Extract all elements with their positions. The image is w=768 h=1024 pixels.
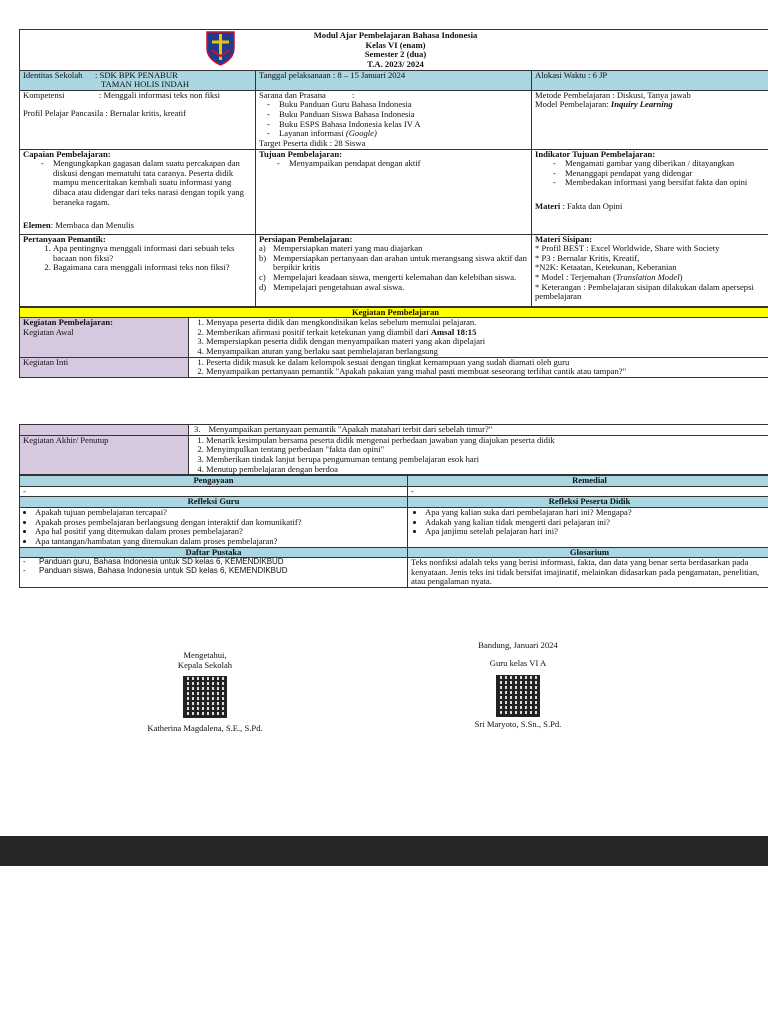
signature-right <box>440 641 596 730</box>
date-cell: Tanggal pelaksanaan : 8 – 15 Januari 2024 <box>256 70 532 90</box>
kegiatan-akhir-item: 4. Menutup pembelajaran dengan berdoa <box>206 465 768 475</box>
kegiatan-awal-item: 3. Mempersiapkan peserta didik dengan menyampaikan materi yang akan dipelajari <box>206 337 768 347</box>
capaian-title: Capaian Pembelajaran: <box>23 148 111 159</box>
time-label: Alokasi Waktu <box>535 69 586 80</box>
signature-left <box>130 651 280 734</box>
kegiatan-heading: Kegiatan Pembelajaran <box>20 307 768 318</box>
model-label: Model Pembelajaran: <box>535 99 611 110</box>
persiapan-item <box>259 283 528 293</box>
tujuan-item: - Menyampaikan pendapat dengan aktif <box>289 159 528 169</box>
kegiatan-akhir-label: Kegiatan Akhir/ Penutup <box>20 435 189 475</box>
tujuan-cell <box>256 149 532 234</box>
kegiatan-awal-label-cell <box>20 318 189 358</box>
kegiatan-label-title: Kegiatan Pembelajaran: <box>23 317 113 328</box>
pustaka-cell <box>20 558 408 588</box>
viewer-bottom-bar <box>0 836 768 866</box>
persiapan-marker: b) <box>259 252 267 263</box>
sig-left-name: Katherina Magdalena, S.E., S.Pd. <box>147 722 263 733</box>
elemen-label: Elemen <box>23 220 51 231</box>
kompetensi-label: Kompetensi <box>23 89 65 100</box>
sisipan-keterangan: * Keterangan : Pembelajaran sisipan dilakukan dalam apersepsi pembelajaran <box>535 281 754 302</box>
kegiatan-awal-label: Kegiatan Awal <box>23 326 74 337</box>
elemen-value: : Membaca dan Menulis <box>50 220 134 231</box>
sarana-item <box>279 129 528 139</box>
pemantik-item: 2. Bagaimana cara menggali informasi teks non fiksi? <box>53 263 252 273</box>
pengayaan-header: Pengayaan <box>20 476 408 487</box>
module-title: Modul Ajar Pembelajaran Bahasa Indonesia <box>313 30 478 40</box>
sisipan-model-suffix: ) <box>679 272 683 282</box>
module-table-page-2 <box>19 424 768 588</box>
persiapan-title: Persiapan Pembelajaran: <box>259 233 353 244</box>
amsal-ref: Amsal 18:15 <box>430 326 477 337</box>
capaian-text: - Mengungkapkan gagasan dalam suatu percakapan dan diskusi dengan mematuhi tata caranya. Peserta didik mampu menceritakan kembali suatu informasi yang dibaca atau didengar dari teks narasi dengan topik yang beraneka ragam. <box>53 159 252 207</box>
persiapan-text: Mempelajari pengetahuan awal siswa. <box>273 281 405 292</box>
pustaka-text: Panduan siswa, Bahasa Indonesia untuk SD kelas 6, KEMENDIKBUD <box>39 566 288 576</box>
sig-right-place: Bandung, Januari 2024 <box>478 640 558 650</box>
pustaka-item: - Panduan siswa, Bahasa Indonesia untuk SD kelas 6, KEMENDIKBUD <box>23 566 288 576</box>
sig-left-line1: Mengetahui, <box>183 650 227 660</box>
target-peserta: Target Peserta didik : 28 Siswa <box>259 137 366 148</box>
persiapan-marker: a) <box>259 243 266 254</box>
refleksi-guru-item: • Apa tantangan/hambatan yang ditemukan dalam proses pembelajaran? <box>35 537 404 547</box>
persiapan-marker: c) <box>259 272 266 282</box>
materi-value: : Fakta dan Opini <box>560 201 623 211</box>
kegiatan-inti-cell <box>189 357 768 377</box>
tujuan-title: Tujuan Pembelajaran: <box>259 148 342 159</box>
capaian-cell <box>20 149 256 234</box>
metode-cell <box>532 90 768 149</box>
kegiatan-awal-cell <box>189 318 768 358</box>
profil-pancasila: Profil Pelajar Pancasila : Bernalar kritis, kreatif <box>23 108 186 119</box>
kegiatan-inti-item: 2. Menyampaikan pertanyaan pemantik "Apakah pakaian yang mahal pasti membuat seseorang terlihat cantik atau tampan?" <box>206 367 768 377</box>
kegiatan-inti-continued <box>189 425 768 436</box>
inti-item3-text: Menyampaikan pertanyaan pemantik "Apakah matahari terbit dari sebelah timur?" <box>208 424 493 434</box>
glosarium-text: Teks nonfiksi adalah teks yang berisi informasi, fakta, dan data yang benar serta berdasarkan pada kenyataan. Jenis teks ini tidak bersifat imajinatif, melainkan didasarkan pada pengamatan, penelitian, atau pengalaman nyata. <box>408 558 768 588</box>
pemantik-item: 1. Apa pentingnya menggali informasi dari sebuah teks bacaan non fiksi? <box>53 244 252 263</box>
kegiatan-inti-item: 1. Peserta didik masuk ke dalam kelompok sesuai dengan tingkat kemampuan yang sudah diamati oleh guru <box>206 358 768 368</box>
sarana-item: - Buku ESPS Bahasa Indonesia kelas IV A <box>279 120 528 130</box>
persiapan-item <box>259 254 528 273</box>
qr-code-icon <box>184 677 226 717</box>
school-value-2: TAMAN HOLIS INDAH <box>101 79 190 90</box>
sarana-item: - Buku Panduan Guru Bahasa Indonesia <box>279 100 528 110</box>
metode-line: Metode Pembelajaran : Diskusi, Tanya jawab <box>535 89 691 100</box>
qr-code-icon <box>497 676 539 716</box>
time-value: : 6 JP <box>588 69 608 80</box>
module-table-page-1 <box>19 29 768 378</box>
remedial-header: Remedial <box>408 476 768 487</box>
sarana-cell <box>256 90 532 149</box>
persiapan-text: Mempersiapkan pertanyaan dan arahan untuk merangsang siswa aktif dan berpikir kritis <box>273 252 527 273</box>
indikator-title: Indikator Tujuan Pembelajaran: <box>535 148 656 159</box>
semester-label: Semester 2 (dua) <box>364 49 427 60</box>
kegiatan-awal-item: 4. Menyampaikan aturan yang berlaku saat pembelajaran berlangsung <box>206 347 768 357</box>
indikator-item: - Membedakan informasi yang bersifat fakta dan opini <box>565 178 768 188</box>
pemantik-cell <box>20 234 256 306</box>
pustaka-item: - Panduan guru, Bahasa Indonesia untuk SD kelas 6, KEMENDIKBUD <box>23 557 284 567</box>
sisipan-model-prefix: * Model : Terjemahan ( <box>535 272 616 282</box>
indikator-item: - Menanggapi pendapat yang didengar <box>565 169 768 179</box>
persiapan-marker: d) <box>259 281 267 292</box>
refleksi-guru-item: • Apa hal positif yang ditemukan dalam proses pembelajaran? <box>35 527 404 537</box>
glosarium-header: Glosarium <box>408 547 768 558</box>
kegiatan-inti-continued-label <box>20 425 189 436</box>
pengayaan-value: - <box>20 486 408 497</box>
refleksi-guru-header: Refleksi Guru <box>20 497 408 508</box>
remedial-value: - <box>408 486 768 497</box>
refleksi-siswa-item: • Apa janjimu setelah pelajaran hari ini? <box>425 527 768 537</box>
pustaka-header: Daftar Pustaka <box>20 547 408 558</box>
materi-label: Materi <box>535 201 561 211</box>
model-value: Inquiry Learning <box>610 99 673 110</box>
refleksi-siswa-cell <box>408 508 768 548</box>
indikator-cell <box>532 149 768 234</box>
school-value: : SDK BPK PENABUR <box>95 69 178 80</box>
sarana-item: - Buku Panduan Siswa Bahasa Indonesia <box>279 110 528 120</box>
refleksi-guru-item: • Apakah tujuan pembelajaran tercapai? <box>35 508 404 518</box>
persiapan-text: Mempelajari keadaan siswa, mengerti kelemahan dan kelebihan siswa. <box>273 272 517 282</box>
persiapan-text: Mempersiapkan materi yang mau diajarkan <box>273 243 423 254</box>
class-label: Kelas VI (enam) <box>365 39 426 50</box>
sisipan-model-italic: Translation Model <box>615 272 680 282</box>
sisipan-cell <box>532 234 768 306</box>
sisipan-line: * P3 : Bernalar Kritis, Kreatif, <box>535 252 640 263</box>
refleksi-siswa-header: Refleksi Peserta Didik <box>408 497 768 508</box>
school-identity-cell <box>20 70 256 90</box>
sarana-google: (Google) <box>345 128 377 139</box>
kompetensi-value: : Menggali informasi teks non fiksi <box>99 89 221 100</box>
kegiatan-awal-text: Memberikan afirmasi positif terkait ketekunan yang diambil dari <box>206 326 431 337</box>
kegiatan-akhir-item: 3. Memberikan tindak lanjut berupa pengumuman tentang pembelajaran esok hari <box>206 455 768 465</box>
kegiatan-akhir-item: 2. Menyimpulkan tentang perbedaan "fakta dan opini" <box>206 445 768 455</box>
refleksi-siswa-item: • Adakah yang kalian tidak mengerti dari pelajaran ini? <box>425 518 768 528</box>
kegiatan-awal-item: 1. Menyapa peserta didik dan mengkondisikan kelas sebelum memulai pelajaran. <box>206 318 768 328</box>
sisipan-line: * Profil BEST : Excel Worldwide, Share with Society <box>535 243 720 254</box>
persiapan-cell <box>256 234 532 306</box>
indikator-item: - Mengamati gambar yang diberikan / ditayangkan <box>565 159 768 169</box>
sig-left-line2: Kepala Sekolah <box>177 659 233 670</box>
sisipan-line: *N2K: Ketaatan, Ketekunan, Keberanian <box>535 262 677 273</box>
school-label: Identitas Sekolah <box>23 69 83 80</box>
sig-right-name: Sri Maryoto, S.Sn., S.Pd. <box>474 718 562 729</box>
sarana-colon: : <box>351 89 355 100</box>
time-allocation-cell <box>532 70 768 90</box>
sisipan-title: Materi Sisipan: <box>535 233 593 244</box>
pustaka-text: Panduan guru, Bahasa Indonesia untuk SD kelas 6, KEMENDIKBUD <box>39 557 284 567</box>
sarana-item-text: Layanan informasi <box>279 128 346 139</box>
inti-item3-number: 3. <box>194 424 201 434</box>
sig-right-role: Guru kelas VI A <box>489 657 547 668</box>
refleksi-guru-cell <box>20 508 408 548</box>
kegiatan-akhir-cell <box>189 435 768 475</box>
pemantik-title: Pertanyaan Pemantik: <box>23 233 106 244</box>
kegiatan-inti-label: Kegiatan Inti <box>20 357 189 377</box>
school-logo <box>205 30 236 66</box>
kompetensi-cell <box>20 90 256 149</box>
sarana-label: Sarana dan Prasana <box>259 89 326 100</box>
refleksi-guru-item: • Apakah proses pembelajaran berlangsung dengan interaktif dan komunikatif? <box>35 518 404 528</box>
year-label: T.A. 2023/ 2024 <box>367 58 424 69</box>
refleksi-siswa-item: • Apa yang kalian suka dari pembelajaran hari ini? Mengapa? <box>425 508 768 518</box>
kegiatan-akhir-item: 1. Menarik kesimpulan bersama peserta didik mengenai perbedaan jawaban yang diajukan peserta didik <box>206 436 768 446</box>
